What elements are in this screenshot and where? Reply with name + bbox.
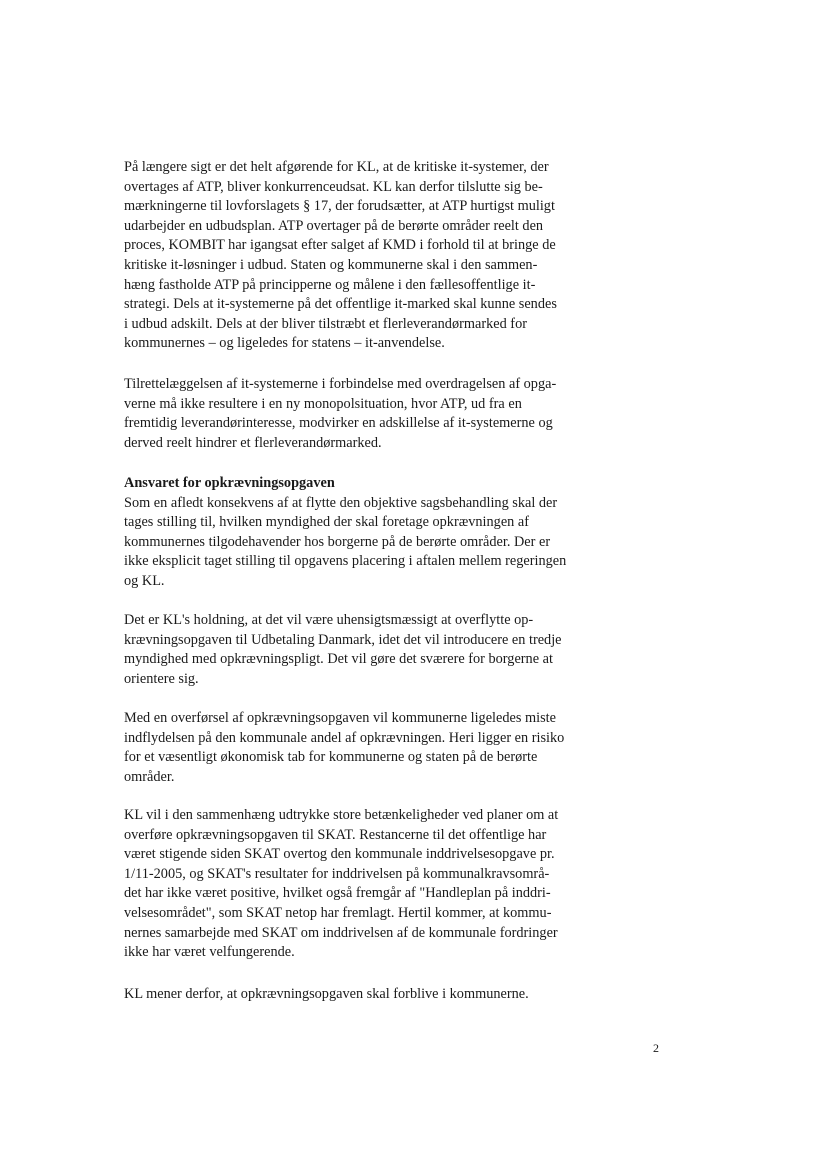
paragraph-kl-position — [124, 611, 616, 689]
paragraph-text — [124, 494, 616, 592]
text-line: verne må ikke resultere i en ny monopolsituation, hvor ATP, ud fra en — [124, 395, 522, 412]
paragraph-monopoly-risk — [124, 375, 616, 453]
text-line: KL vil i den sammenhæng udtrykke store betænkeligheder ved planer om at — [124, 807, 559, 823]
paragraph-influence-loss — [124, 709, 616, 787]
text-line: Det er KL's holdning, at det vil være uhensigtsmæssigt at overflytte op- — [124, 612, 534, 628]
text-line: KL mener derfor, at opkrævningsopgaven skal forblive i kommunerne. — [124, 986, 529, 1002]
text-line: strategi. Dels at it-systemerne på det offentlige it-marked skal kunne sendes — [124, 296, 557, 313]
text-line: nernes samarbejde med SKAT om inddrivelsen af de kommunale fordringer — [124, 924, 558, 941]
text-line: derved reelt hindrer et flerleverandørmarked. — [124, 434, 382, 451]
text-line: og KL. — [124, 572, 165, 589]
paragraph-text — [124, 158, 616, 354]
section-heading: Ansvaret for opkrævningsopgaven — [124, 475, 335, 491]
text-line: ikke eksplicit taget stilling til opgavens placering i aftalen mellem regeringen — [124, 553, 567, 570]
text-line: proces, KOMBIT har igangsat efter salget af KMD i forhold til at bringe de — [124, 237, 556, 254]
text-line: orientere sig. — [124, 670, 199, 687]
paragraph-skat-concerns — [124, 806, 616, 963]
text-line: indflydelsen på den kommunale andel af opkrævningen. Heri ligger en risiko — [124, 729, 565, 746]
page-number: 2 — [653, 1041, 659, 1055]
paragraph-it-systems-competition — [124, 158, 616, 354]
text-line: mærkningerne til lovforslagets § 17, der forudsætter, at ATP hurtigst muligt — [124, 198, 555, 215]
text-line: tages stilling til, hvilken myndighed der skal foretage opkrævningen af — [124, 514, 529, 531]
paragraph-conclusion — [124, 985, 616, 1005]
text-line: været stigende siden SKAT overtog den kommunale inddrivelsesopgave pr. — [124, 846, 555, 863]
paragraph-text — [124, 375, 616, 453]
text-line: På længere sigt er det helt afgørende for KL, at de kritiske it-systemer, der — [124, 159, 549, 175]
text-line: udarbejder en udbudsplan. ATP overtager på de berørte områder reelt den — [124, 217, 544, 234]
text-line: kommunernes – og ligeledes for statens – it-anvendelse. — [124, 335, 445, 352]
text-line: hæng fastholde ATP på principperne og målene i den fællesoffentlige it- — [124, 276, 536, 293]
text-line: 1/11-2005, og SKAT's resultater for inddrivelsen på kommunalkravsområ- — [124, 865, 550, 882]
paragraph-text — [124, 806, 616, 963]
text-line: i udbud adskilt. Dels at der bliver tilstræbt et flerleverandørmarked for — [124, 315, 527, 332]
text-line: kommunernes tilgodehavender hos borgerne på de berørte områder. Der er — [124, 533, 551, 550]
paragraph-text — [124, 985, 616, 1005]
text-line: Med en overførsel af opkrævningsopgaven vil kommunerne ligeledes miste — [124, 710, 556, 726]
text-line: kritiske it-løsninger i udbud. Staten og kommunerne skal i den sammen- — [124, 256, 538, 273]
paragraph-text — [124, 709, 616, 787]
text-line: fremtidig leverandørinteresse, modvirker en adskillelse af it-systemerne og — [124, 415, 553, 432]
text-line: overføre opkrævningsopgaven til SKAT. Restancerne til det offentlige har — [124, 826, 547, 843]
text-line: det har ikke været positive, hvilket også fremgår af "Handleplan på inddri- — [124, 885, 551, 902]
text-line: krævningsopgaven til Udbetaling Danmark, idet det vil introducere en tredje — [124, 631, 562, 648]
paragraph-text — [124, 611, 616, 689]
text-line: ikke har været velfungerende. — [124, 944, 295, 961]
text-line: områder. — [124, 768, 175, 785]
text-line: Som en afledt konsekvens af at flytte den objektive sagsbehandling skal der — [124, 494, 558, 511]
section-collection-task — [124, 474, 616, 592]
text-line: Tilrettelæggelsen af it-systemerne i forbindelse med overdragelsen af opga- — [124, 376, 557, 392]
text-line: velsesområdet", som SKAT netop har fremlagt. Hertil kommer, at kommu- — [124, 904, 552, 921]
text-line: overtages af ATP, bliver konkurrenceudsat. KL kan derfor tilslutte sig be- — [124, 178, 543, 195]
text-line: for et væsentligt økonomisk tab for kommunerne og staten på de berørte — [124, 749, 538, 766]
text-line: myndighed med opkrævningspligt. Det vil gøre det sværere for borgerne at — [124, 651, 553, 668]
